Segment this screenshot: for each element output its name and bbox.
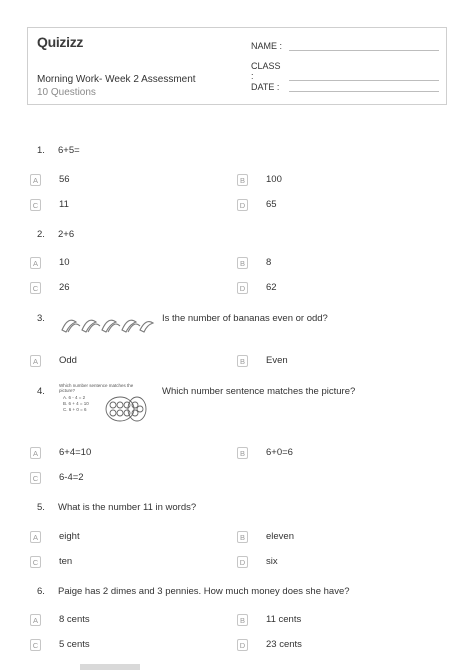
name-line	[289, 40, 439, 51]
option-letter: C	[30, 639, 41, 651]
image-line-a: A. 6 - 4 = 2	[63, 395, 86, 400]
option-letter: A	[30, 257, 41, 269]
option-text: 10	[59, 257, 70, 268]
number-sentence-image	[57, 383, 152, 423]
option-text: 62	[266, 282, 277, 293]
option-letter: B	[237, 447, 248, 459]
option-letter: C	[30, 472, 41, 484]
counters-drawing	[105, 395, 147, 423]
option-letter: B	[237, 531, 248, 543]
option-text: 6-4=2	[59, 472, 84, 483]
worksheet-header	[27, 27, 447, 105]
option-letter: C	[30, 556, 41, 568]
option-letter: C	[30, 282, 41, 294]
option-text: 65	[266, 199, 277, 210]
option-text: 6+4=10	[59, 447, 92, 458]
option-text: 11 cents	[266, 614, 302, 625]
question-number: 2.	[37, 229, 45, 240]
option-letter: A	[30, 531, 41, 543]
option-letter: A	[30, 355, 41, 367]
option-letter: B	[237, 614, 248, 626]
option-text: 23 cents	[266, 639, 302, 650]
option-text: 11	[59, 199, 69, 210]
option-text: Odd	[59, 355, 77, 366]
worksheet-title: Morning Work- Week 2 Assessment	[37, 74, 196, 85]
option-text: eleven	[266, 531, 294, 542]
option-letter: A	[30, 614, 41, 626]
option-text: 100	[266, 174, 282, 185]
name-label: NAME :	[251, 41, 283, 51]
option-text: Even	[266, 355, 288, 366]
option-letter: B	[237, 257, 248, 269]
image-line-c: C. 6 + 0 = 6	[63, 407, 87, 412]
question-text: Paige has 2 dimes and 3 pennies. How much money does she have?	[58, 586, 350, 597]
class-line	[289, 70, 439, 81]
date-line	[289, 81, 439, 92]
option-text: 6+0=6	[266, 447, 293, 458]
question-number: 5.	[37, 502, 45, 513]
name-field[interactable]	[251, 40, 439, 51]
date-field[interactable]	[251, 81, 439, 92]
question-text: 2+6	[58, 229, 75, 240]
next-question-image	[80, 664, 140, 670]
image-line-b: B. 6 + 4 = 10	[63, 401, 89, 406]
question-number: 4.	[37, 386, 45, 397]
question-count: 10 Questions	[37, 87, 96, 98]
option-text: six	[266, 556, 278, 567]
question-number: 1.	[37, 145, 45, 156]
option-text: ten	[59, 556, 73, 567]
question-text: Is the number of bananas even or odd?	[162, 313, 328, 324]
option-text: eight	[59, 531, 80, 542]
class-label: CLASS :	[251, 61, 281, 81]
option-letter: D	[237, 282, 248, 294]
option-letter: D	[237, 199, 248, 211]
class-field[interactable]	[251, 61, 439, 81]
option-text: 26	[59, 282, 70, 293]
option-letter: A	[30, 447, 41, 459]
option-text: 8	[266, 257, 272, 268]
option-letter: D	[237, 556, 248, 568]
question-text: 6+5=	[58, 145, 80, 156]
question-number: 3.	[37, 313, 45, 324]
image-prompt: Which number sentence matches the picture?	[59, 383, 134, 393]
option-letter: C	[30, 199, 41, 211]
option-letter: D	[237, 639, 248, 651]
question-number: 6.	[37, 586, 45, 597]
option-text: 56	[59, 174, 70, 185]
option-text: 5 cents	[59, 639, 90, 650]
question-text: What is the number 11 in words?	[58, 502, 197, 513]
option-letter: B	[237, 174, 248, 186]
quizizz-logo: Quizizz	[37, 34, 84, 50]
date-label: DATE :	[251, 82, 280, 92]
question-text: Which number sentence matches the picture?	[162, 386, 356, 397]
option-text: 8 cents	[59, 614, 90, 625]
bananas-image	[58, 314, 156, 336]
option-letter: B	[237, 355, 248, 367]
option-letter: A	[30, 174, 41, 186]
